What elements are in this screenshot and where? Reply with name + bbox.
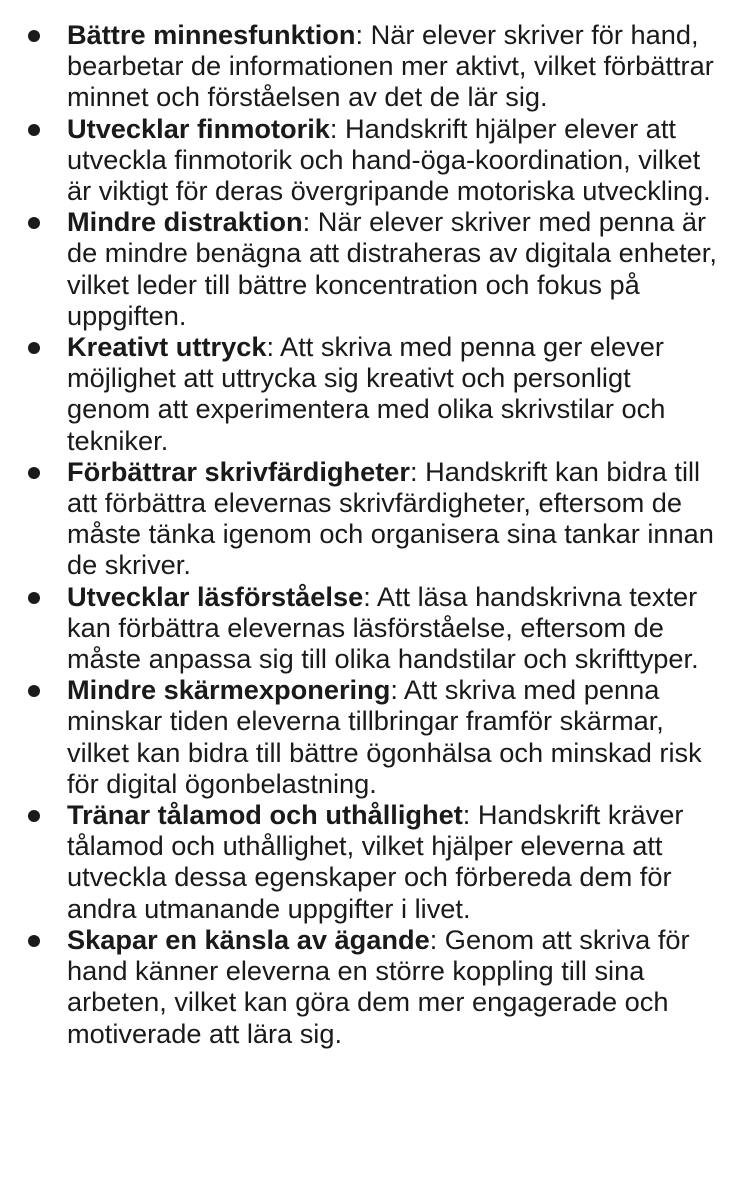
- item-term: Bättre minnesfunktion: [67, 19, 356, 50]
- list-item: [20, 799, 719, 924]
- bullet-icon: [28, 217, 40, 229]
- list-item: [20, 924, 719, 1049]
- list-item: [20, 206, 719, 331]
- bullet-icon: [28, 342, 40, 354]
- list-item: [20, 113, 719, 207]
- list-item: [20, 674, 719, 799]
- list-item: [20, 581, 719, 675]
- item-term: Mindre skärmexponering: [67, 674, 391, 706]
- item-text: : Handskrift hjälper elever att utveckla finmotorik och hand-öga-koordination, vilket är viktigt för deras övergripande motoriska utveckling.: [67, 112, 711, 207]
- item-term: Mindre distraktion: [67, 206, 303, 238]
- item-term: Tränar tålamod och uthållighet: [67, 799, 463, 831]
- item-text: : När elever skriver för hand, bearbetar de informationen mer aktivt, vilket förbättrar minnet och förståelsen av det de lär sig.: [67, 19, 714, 113]
- list-item: [20, 331, 719, 456]
- item-term: Skapar en känsla av ägande: [67, 923, 430, 955]
- item-text: : Att läsa handskrivna texter kan förbättra elevernas läsförståelse, eftersom de måste anpassa sig till olika handstilar och skrifttyper.: [67, 580, 699, 675]
- item-text: : Att skriva med penna minskar tiden eleverna tillbringar framför skärmar, vilket kan bidra till bättre ögonhälsa och minskad risk för digital ögonbelastning.: [67, 674, 702, 799]
- item-text: : Handskrift kan bidra till att förbättra elevernas skrivfärdigheter, eftersom de måste tänka igenom och organisera sina tankar innan de skriver.: [67, 455, 714, 581]
- bullet-icon: [28, 810, 40, 822]
- list-item: [20, 456, 719, 581]
- item-text: : Handskrift kräver tålamod och uthållighet, vilket hjälper eleverna att utveckla dessa egenskaper och förbereda dem för andra utmanande uppgifter i livet.: [67, 799, 684, 924]
- bullet-icon: [28, 124, 40, 136]
- list-item: [20, 19, 719, 113]
- bullet-icon: [28, 935, 40, 947]
- item-term: Förbättrar skrivfärdigheter: [67, 455, 410, 487]
- item-text: : När elever skriver med penna är de mindre benägna att distraheras av digitala enheter, vilket leder till bättre koncentration och fokus på uppgiften.: [67, 206, 717, 331]
- item-text: : Att skriva med penna ger elever möjlighet att uttrycka sig kreativt och personligt genom att experimentera med olika skrivstilar och tekniker.: [67, 331, 666, 456]
- bullet-icon: [28, 467, 40, 479]
- bullet-icon: [28, 592, 40, 604]
- item-term: Utvecklar läsförståelse: [67, 580, 364, 612]
- item-term: Kreativt uttryck: [67, 331, 267, 363]
- item-term: Utvecklar finmotorik: [67, 112, 330, 144]
- item-text: : Genom att skriva för hand känner eleverna en större koppling till sina arbeten, vilket kan göra dem mer engagerade och motiverade att lära sig.: [67, 923, 690, 1049]
- bullet-icon: [28, 685, 40, 697]
- bullet-icon: [28, 30, 40, 42]
